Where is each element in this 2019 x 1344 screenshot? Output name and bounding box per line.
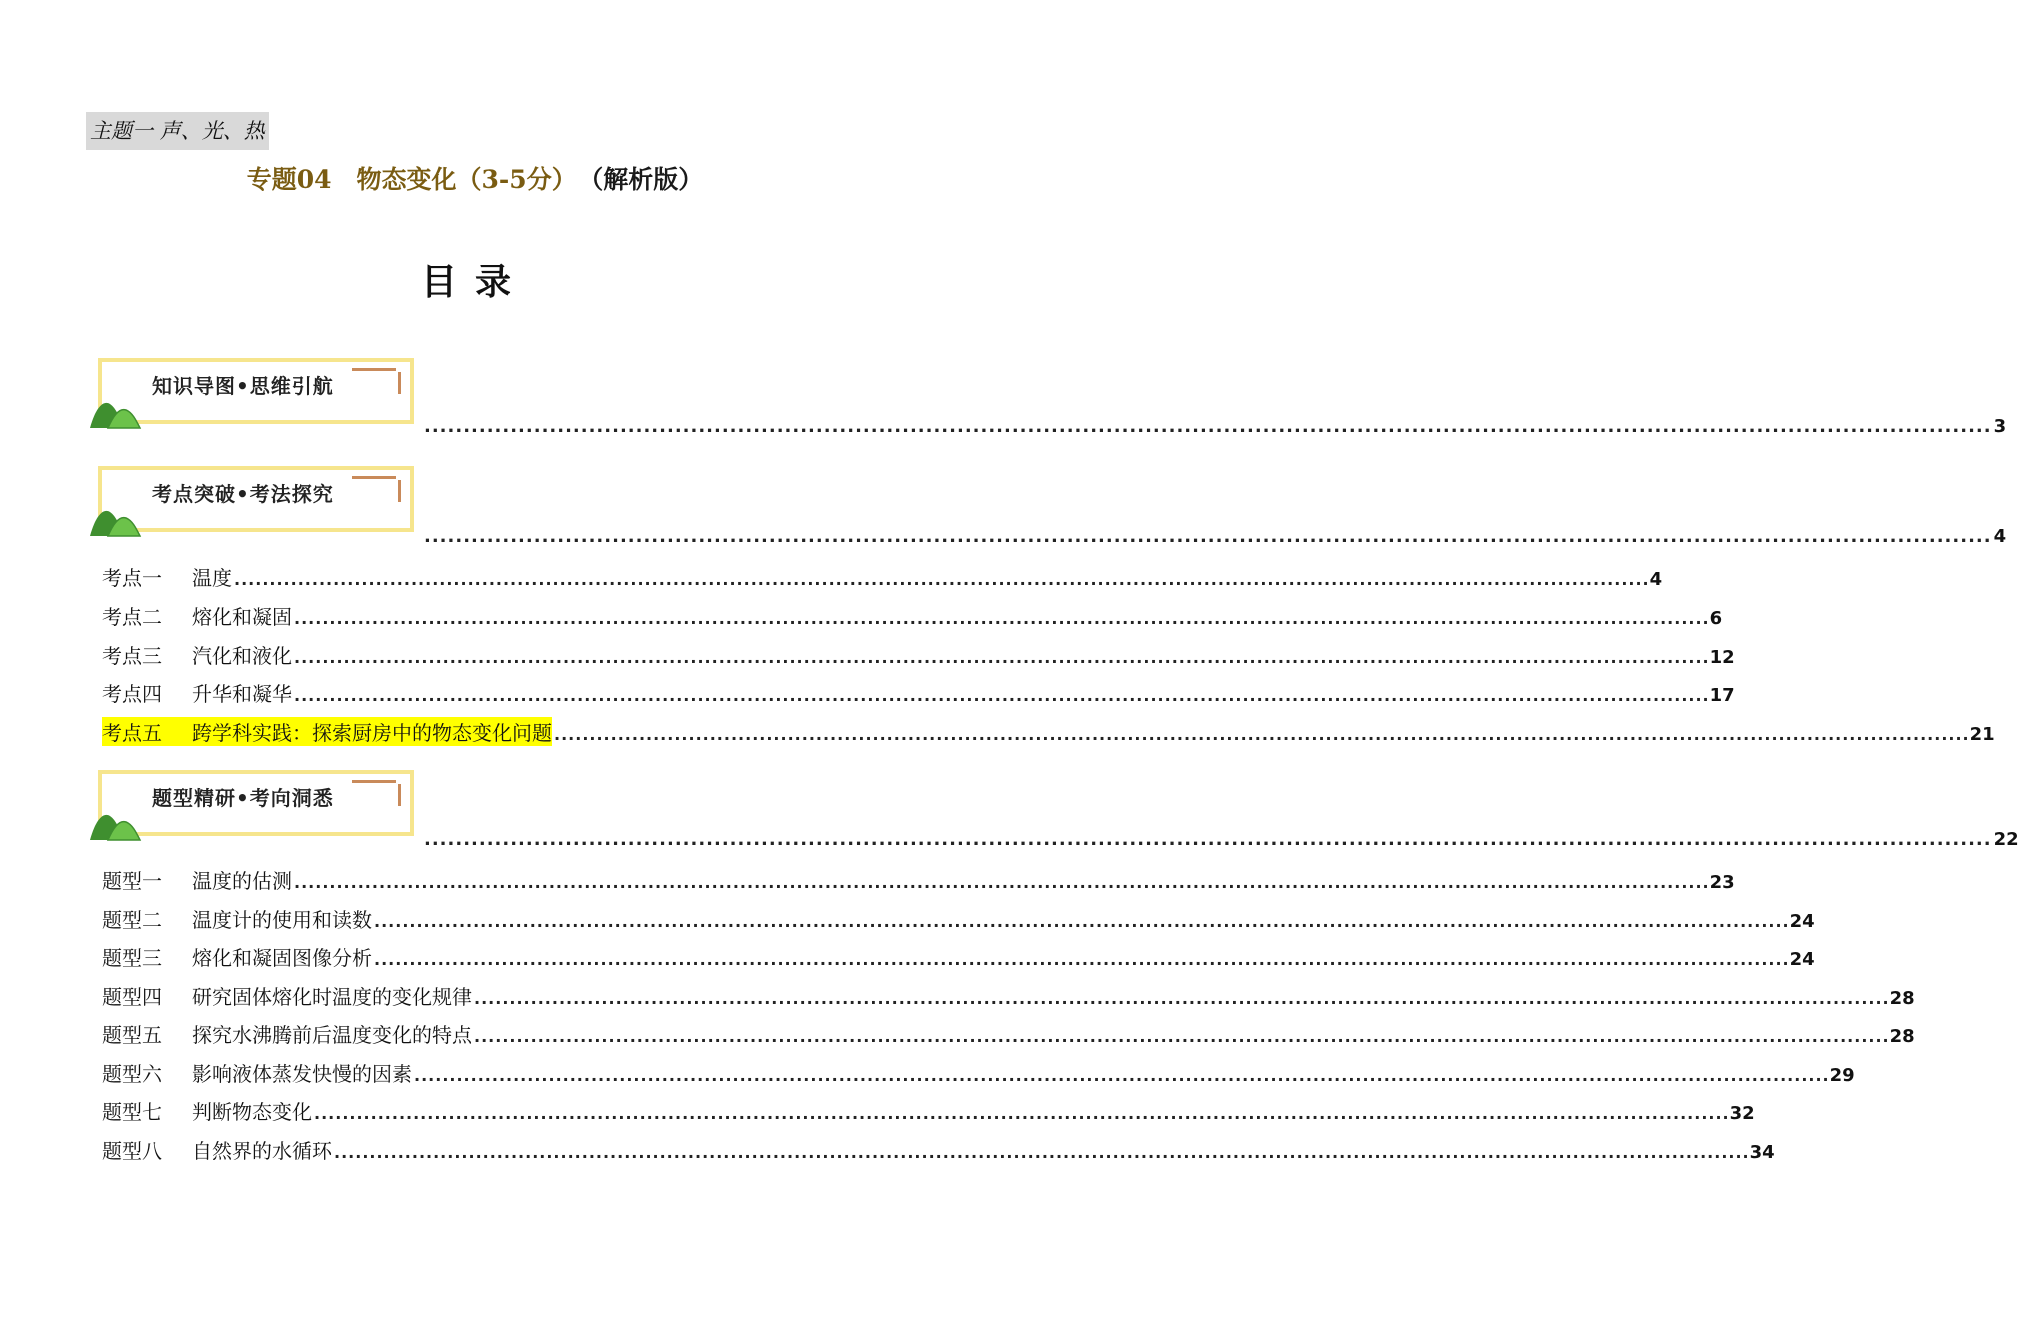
dot-leader: ........................................................................................................................................................................................................: [554, 725, 1970, 744]
dot-leader: ........................................................................................................................................................................................................: [334, 1143, 1750, 1162]
toc-entry[interactable]: [102, 1135, 1775, 1165]
entry-title: 研究固体熔化时温度的变化规律: [192, 985, 472, 1009]
toc-entry[interactable]: [102, 942, 1815, 972]
banner-accent-bar: [398, 372, 401, 394]
entry-title: 温度计的使用和读数: [192, 908, 372, 932]
banner-accent-bar: [398, 784, 401, 806]
page-number: 32: [1729, 1103, 1755, 1124]
dot-leader: ........................................................................................................................................................................................................: [294, 686, 1710, 705]
section-banner: [90, 466, 420, 542]
banner-accent-line: [352, 780, 396, 783]
entry-key: 题型四: [102, 985, 162, 1009]
toc-entry[interactable]: [102, 904, 1815, 934]
page-number: 22: [1993, 829, 2019, 850]
section-banner: [90, 770, 420, 846]
banner-accent-bar: [398, 480, 401, 502]
section-title: 题型精研•考向洞悉: [152, 786, 334, 810]
dot-leader: ........................................................................................................................................................................................................: [414, 1066, 1830, 1085]
title-main: 专题04 物态变化（3-5分）: [246, 165, 577, 194]
entry-key: 题型二: [102, 908, 162, 932]
dot-leader: ........................................................................................................................................................................................................: [424, 416, 1992, 437]
document-title: [0, 160, 950, 196]
toc-entry[interactable]: [102, 1058, 1855, 1088]
toc-entry[interactable]: [102, 562, 1663, 592]
section-page-line[interactable]: [424, 416, 2007, 437]
dot-leader: ........................................................................................................................................................................................................: [474, 1027, 1890, 1046]
entry-key: 题型一: [102, 869, 162, 893]
entry-title: 汽化和液化: [192, 644, 292, 668]
toc-entry[interactable]: [102, 1096, 1755, 1126]
entry-title: 探究水沸腾前后温度变化的特点: [192, 1023, 472, 1047]
toc-entry[interactable]: [102, 981, 1915, 1011]
page-number: 28: [1889, 988, 1915, 1009]
dot-leader: ........................................................................................................................................................................................................: [424, 829, 1992, 850]
page-number: 4: [1649, 569, 1663, 590]
page-number: 17: [1709, 685, 1735, 706]
page-number: 23: [1709, 872, 1735, 893]
entry-key: 考点一: [102, 566, 162, 590]
entry-key: 题型三: [102, 946, 162, 970]
entry-title: 判断物态变化: [192, 1100, 312, 1124]
dot-leader: ........................................................................................................................................................................................................: [234, 570, 1650, 589]
entry-title: 温度: [192, 566, 232, 590]
toc-entry[interactable]: [102, 640, 1735, 670]
entry-key: 考点四: [102, 682, 162, 706]
theme-label: 主题一 声、光、热: [86, 112, 269, 150]
dot-leader: ........................................................................................................................................................................................................: [294, 873, 1710, 892]
page-number: 21: [1969, 724, 1995, 745]
page-number: 29: [1829, 1065, 1855, 1086]
section-title: 知识导图•思维引航: [152, 374, 334, 398]
dot-leader: ........................................................................................................................................................................................................: [374, 912, 1790, 931]
entry-key: 考点三: [102, 644, 162, 668]
entry-key: 考点二: [102, 605, 162, 629]
section-page-line[interactable]: [424, 829, 2019, 850]
entry-key: 题型六: [102, 1062, 162, 1086]
toc-entry[interactable]: [102, 865, 1735, 895]
entry-title: 自然界的水循环: [192, 1139, 332, 1163]
toc-entry[interactable]: [102, 601, 1723, 631]
entry-title: 跨学科实践：探索厨房中的物态变化问题: [192, 721, 552, 745]
page-number: 24: [1789, 949, 1815, 970]
dot-leader: ........................................................................................................................................................................................................: [294, 609, 1710, 628]
entry-title: 熔化和凝固: [192, 605, 292, 629]
dot-leader: ........................................................................................................................................................................................................: [374, 950, 1790, 969]
entry-key: 题型五: [102, 1023, 162, 1047]
dot-leader: ........................................................................................................................................................................................................: [314, 1104, 1730, 1123]
page-number: 34: [1749, 1142, 1775, 1163]
mountain-icon: [90, 396, 142, 430]
entry-title: 温度的估测: [192, 869, 292, 893]
banner-accent-line: [352, 476, 396, 479]
entry-title: 熔化和凝固图像分析: [192, 946, 372, 970]
toc-entry[interactable]: [102, 717, 1995, 747]
dot-leader: ........................................................................................................................................................................................................: [474, 989, 1890, 1008]
toc-heading: 目录: [420, 261, 529, 303]
page-number: 12: [1709, 647, 1735, 668]
entry-title: 影响液体蒸发快慢的因素: [192, 1062, 412, 1086]
title-sub: （解析版）: [590, 165, 704, 194]
banner-accent-line: [352, 368, 396, 371]
page-number: 24: [1789, 911, 1815, 932]
mountain-icon: [90, 504, 142, 538]
page-number: 4: [1993, 526, 2007, 547]
page-number: 28: [1889, 1026, 1915, 1047]
toc-entry[interactable]: [102, 1019, 1915, 1049]
toc-entry[interactable]: [102, 678, 1735, 708]
mountain-icon: [90, 808, 142, 842]
dot-leader: ........................................................................................................................................................................................................: [294, 648, 1710, 667]
page-number: 3: [1993, 416, 2007, 437]
entry-key: 题型八: [102, 1139, 162, 1163]
section-banner: [90, 358, 420, 434]
entry-key: 考点五: [102, 721, 162, 745]
section-page-line[interactable]: [424, 526, 2007, 547]
entry-key: 题型七: [102, 1100, 162, 1124]
entry-title: 升华和凝华: [192, 682, 292, 706]
dot-leader: ........................................................................................................................................................................................................: [424, 526, 1992, 547]
section-title: 考点突破•考法探究: [152, 482, 334, 506]
page-number: 6: [1709, 608, 1723, 629]
